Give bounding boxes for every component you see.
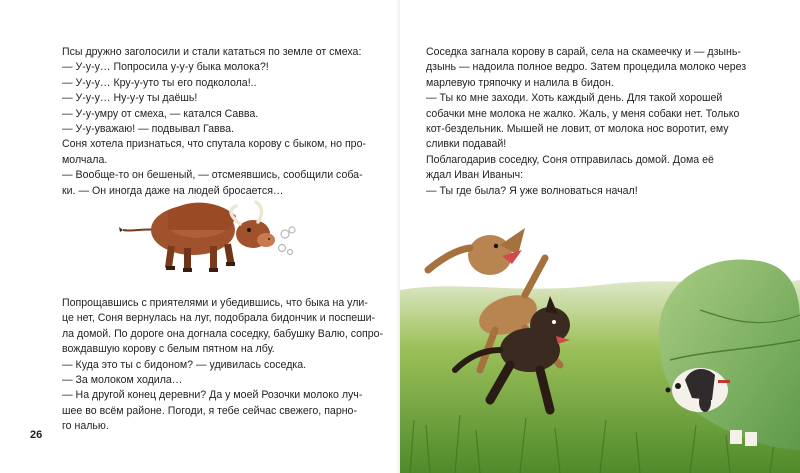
text-line: сливки подавай! xyxy=(426,138,507,151)
text-line: — У-у-уважаю! — подвывал Гавва. xyxy=(62,123,235,136)
text-line: вождавшую корову с белым пятном на лбу. xyxy=(62,343,275,356)
text-line: кот-бездельник. Мышей не ловит, от молока нос воротит, ему xyxy=(426,123,729,136)
bull-illustration xyxy=(118,190,308,280)
text-line: ла домой. По дороге она догнала соседку, бабушку Валю, сопро- xyxy=(62,327,384,340)
text-line: ки. — Он иногда даже на людей бросается… xyxy=(62,184,284,197)
text-line: — У-у-у… Кру-у-уто ты его подколола!.. xyxy=(62,76,257,89)
text-line: — За молоком ходила… xyxy=(62,374,183,387)
text-line: Псы дружно заголосили и стали кататься по земле от смеха: xyxy=(62,46,362,58)
text-line: дзынь — надоила полное ведро. Затем процедила молоко через xyxy=(426,61,747,74)
text-line: — Вообще-то он бешеный, — отсмеявшись, сообщили соба- xyxy=(62,169,363,182)
text-line: марлевую тряпочку и налила в бидон. xyxy=(426,76,614,89)
text-line: — На другой конец деревни? Да у моей Розочки молоко луч- xyxy=(62,389,363,402)
text-line: ждал Иван Иваныч: xyxy=(426,169,524,182)
page-number: 26 xyxy=(30,429,43,441)
text-line: собачки мне молока не жалко. Жаль, у меня собаки нет. Только xyxy=(426,107,740,120)
text-line: — Куда это ты с бидоном? — удивилась соседка. xyxy=(62,358,307,371)
right-page xyxy=(400,0,800,473)
right-top-paragraph xyxy=(426,45,746,199)
left-top-paragraph xyxy=(62,45,366,199)
text-line: шее во всём районе. Погоди, я тебе сейчас свежего, парно- xyxy=(62,404,357,417)
text-line: Поблагодарив соседку, Соня отправилась домой. Дома её xyxy=(426,153,714,166)
text-line: — У-у-у… Попросила у-у-у быка молока?! xyxy=(62,61,269,74)
text-line: — Ты где была? Я уже волноваться начал! xyxy=(426,184,638,197)
dogs-and-puppy-in-grass-illustration xyxy=(400,200,800,473)
text-line: — У-у-у… Ну-у-у ты даёшь! xyxy=(62,92,198,105)
text-line: це нет, Соня вернулась на луг, подобрала бидончик и поспеши- xyxy=(62,312,376,325)
text-line: — У-у-умру от смеха, — катался Савва. xyxy=(62,107,259,120)
text-line: го налью. xyxy=(62,420,109,433)
text-line: — Ты ко мне заходи. Хоть каждый день. Для такой хорошей xyxy=(426,92,723,105)
text-line: Соня хотела признаться, что спутала корову с быком, но про- xyxy=(62,138,366,151)
left-bottom-paragraph xyxy=(62,296,383,435)
text-line: Попрощавшись с приятелями и убедившись, что быка на ули- xyxy=(62,297,368,309)
text-line: Соседка загнала корову в сарай, села на скамеечку и — дзынь- xyxy=(426,46,741,58)
text-line: молчала. xyxy=(62,153,108,166)
